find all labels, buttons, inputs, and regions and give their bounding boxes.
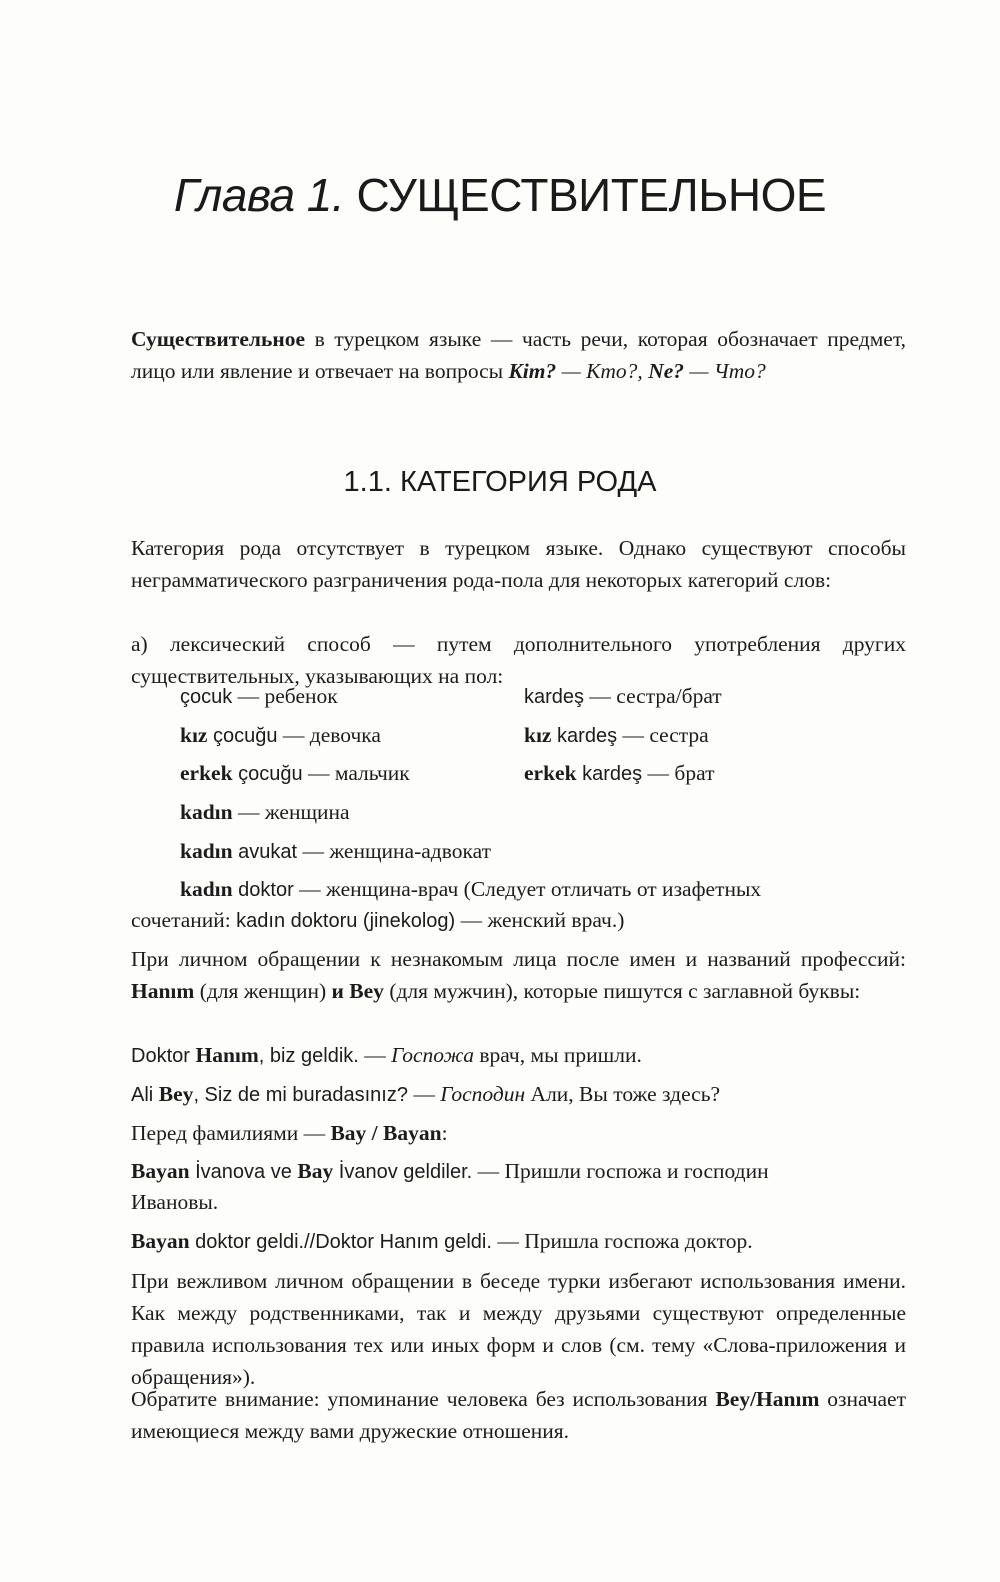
intro-paragraph <box>131 323 906 387</box>
answer-kto: — Кто?, <box>556 359 649 383</box>
example-kiz-kardes: kız kardeş — сестра <box>524 723 709 747</box>
example-kadin-doktor: kadın doktor — женщина-врач (Следует отличать от изафетных <box>180 877 762 901</box>
example-ivanovy: Ивановы. <box>131 1190 219 1214</box>
example-erkek-kardes: erkek kardeş — брат <box>524 761 715 785</box>
example-ivanova: Bayan İvanova ve Bay İvanov geldiler. — Пришли госпожа и господин <box>131 1159 769 1183</box>
answer-chto: — Что? <box>684 359 766 383</box>
example-ali-bey: Ali Bey, Siz de mi buradasınız? — Господин Али, Вы тоже здесь? <box>131 1082 721 1106</box>
paragraph-note: Обратите внимание: упоминание человека без использования Bey/Hanım означает имеющиеся между вами дружеские отношения. <box>131 1387 906 1443</box>
paragraph-polite-address: При вежливом личном обращении в беседе турки избегают использования имени. Как между родственниками, так и между друзьями существуют определенные правила использования тех или иных форм и слов (см. тему «Слова-приложения и обращения»). <box>131 1269 906 1389</box>
chapter-name: СУЩЕСТВИТЕЛЬНОЕ <box>356 169 827 221</box>
example-doktor-hanim: Doktor Hanım, biz geldik. — Госпожа врач, мы пришли. <box>131 1043 642 1067</box>
question-kim: Kim? <box>508 359 557 383</box>
example-kardes: kardeş — сестра/брат <box>524 684 722 708</box>
example-kiz-cocugu: kız çocuğu — девочка <box>180 723 381 747</box>
section-title: 1.1. КАТЕГОРИЯ РОДА <box>343 466 657 498</box>
example-erkek-cocugu: erkek çocuğu — мальчик <box>180 761 410 785</box>
example-cocuk: çocuk — ребенок <box>180 684 338 708</box>
paragraph-gender-absence: Категория рода отсутствует в турецком языке. Однако существуют способы неграмматического разграничения рода-пола для некоторых категорий слов: <box>131 536 906 592</box>
chapter-title <box>0 168 1000 222</box>
chapter-label: Глава 1. <box>173 169 345 221</box>
example-kadin: kadın — женщина <box>180 800 350 824</box>
paragraph-lexical-method: а) лексический способ — путем дополнительного употребления других существительных, указывающих на пол: <box>131 632 906 688</box>
intro-text: в турецком языке — часть речи, которая обозначает предмет, лицо или явление и отвечает на вопросы <box>131 327 906 383</box>
example-kadin-avukat: kadın avukat — женщина-адвокат <box>180 839 491 863</box>
example-bayan-doktor: Bayan doktor geldi.//Doktor Hanım geldi. — Пришла госпожа доктор. <box>131 1229 753 1253</box>
intro-term: Существительное <box>131 327 306 351</box>
example-kadin-doktoru: сочетаний: kadın doktoru (jinekolog) — женский врач.) <box>131 908 625 932</box>
question-ne: Ne? <box>648 359 685 383</box>
paragraph-address-forms: При личном обращении к незнакомым лица после имен и названий профессий: Hanım (для женщин) и Bey (для мужчин), которые пишутся с заглавной буквы: <box>131 947 906 1003</box>
example-bay-bayan: Перед фамилиями — Bay / Bayan: <box>131 1121 448 1145</box>
